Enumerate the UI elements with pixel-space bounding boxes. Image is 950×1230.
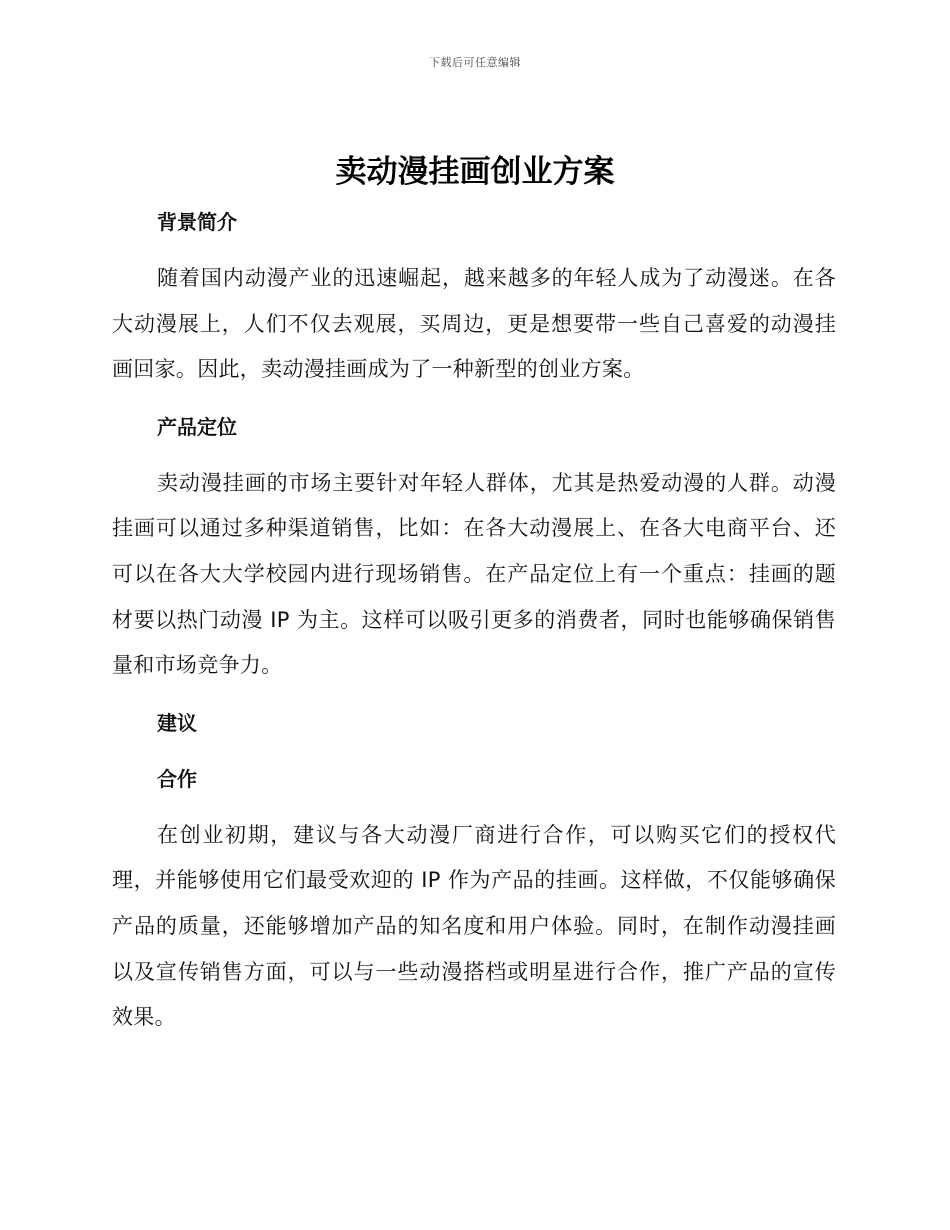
document-body <box>112 200 836 1041</box>
section-paragraph-positioning: 卖动漫挂画的市场主要针对年轻人群体，尤其是热爱动漫的人群。动漫挂画可以通过多种渠道销售，比如：在各大动漫展上、在各大电商平台、还可以在各大大学校园内进行现场销售。在产品定位上有一个重点：挂画的题材要以热门动漫 IP 为主。这样可以吸引更多的消费者，同时也能够确保销售量和市场竞争力。 <box>112 470 836 678</box>
section-heading-cooperation: 合作 <box>157 766 197 791</box>
section-paragraph-cooperation: 在创业初期，建议与各大动漫厂商进行合作，可以购买它们的授权代理，并能够使用它们最受欢迎的 IP 作为产品的挂画。这样做，不仅能够确保产品的质量，还能够增加产品的知名度和用户体验。同时，在制作动漫挂画以及宣传销售方面，可以与一些动漫搭档或明星进行合作，推广产品的宣传效果。 <box>112 822 836 1030</box>
section-heading-suggestions: 建议 <box>157 710 197 735</box>
section-paragraph-background: 随着国内动漫产业的迅速崛起，越来越多的年轻人成为了动漫迷。在各大动漫展上，人们不仅去观展，买周边，更是想要带一些自己喜爱的动漫挂画回家。因此，卖动漫挂画成为了一种新型的创业方案。 <box>112 266 836 382</box>
section-heading-background: 背景简介 <box>157 210 237 234</box>
document-title: 卖动漫挂画创业方案 <box>335 154 615 190</box>
section-heading-positioning: 产品定位 <box>157 414 237 439</box>
header-note: 下载后可任意编辑 <box>429 56 521 69</box>
